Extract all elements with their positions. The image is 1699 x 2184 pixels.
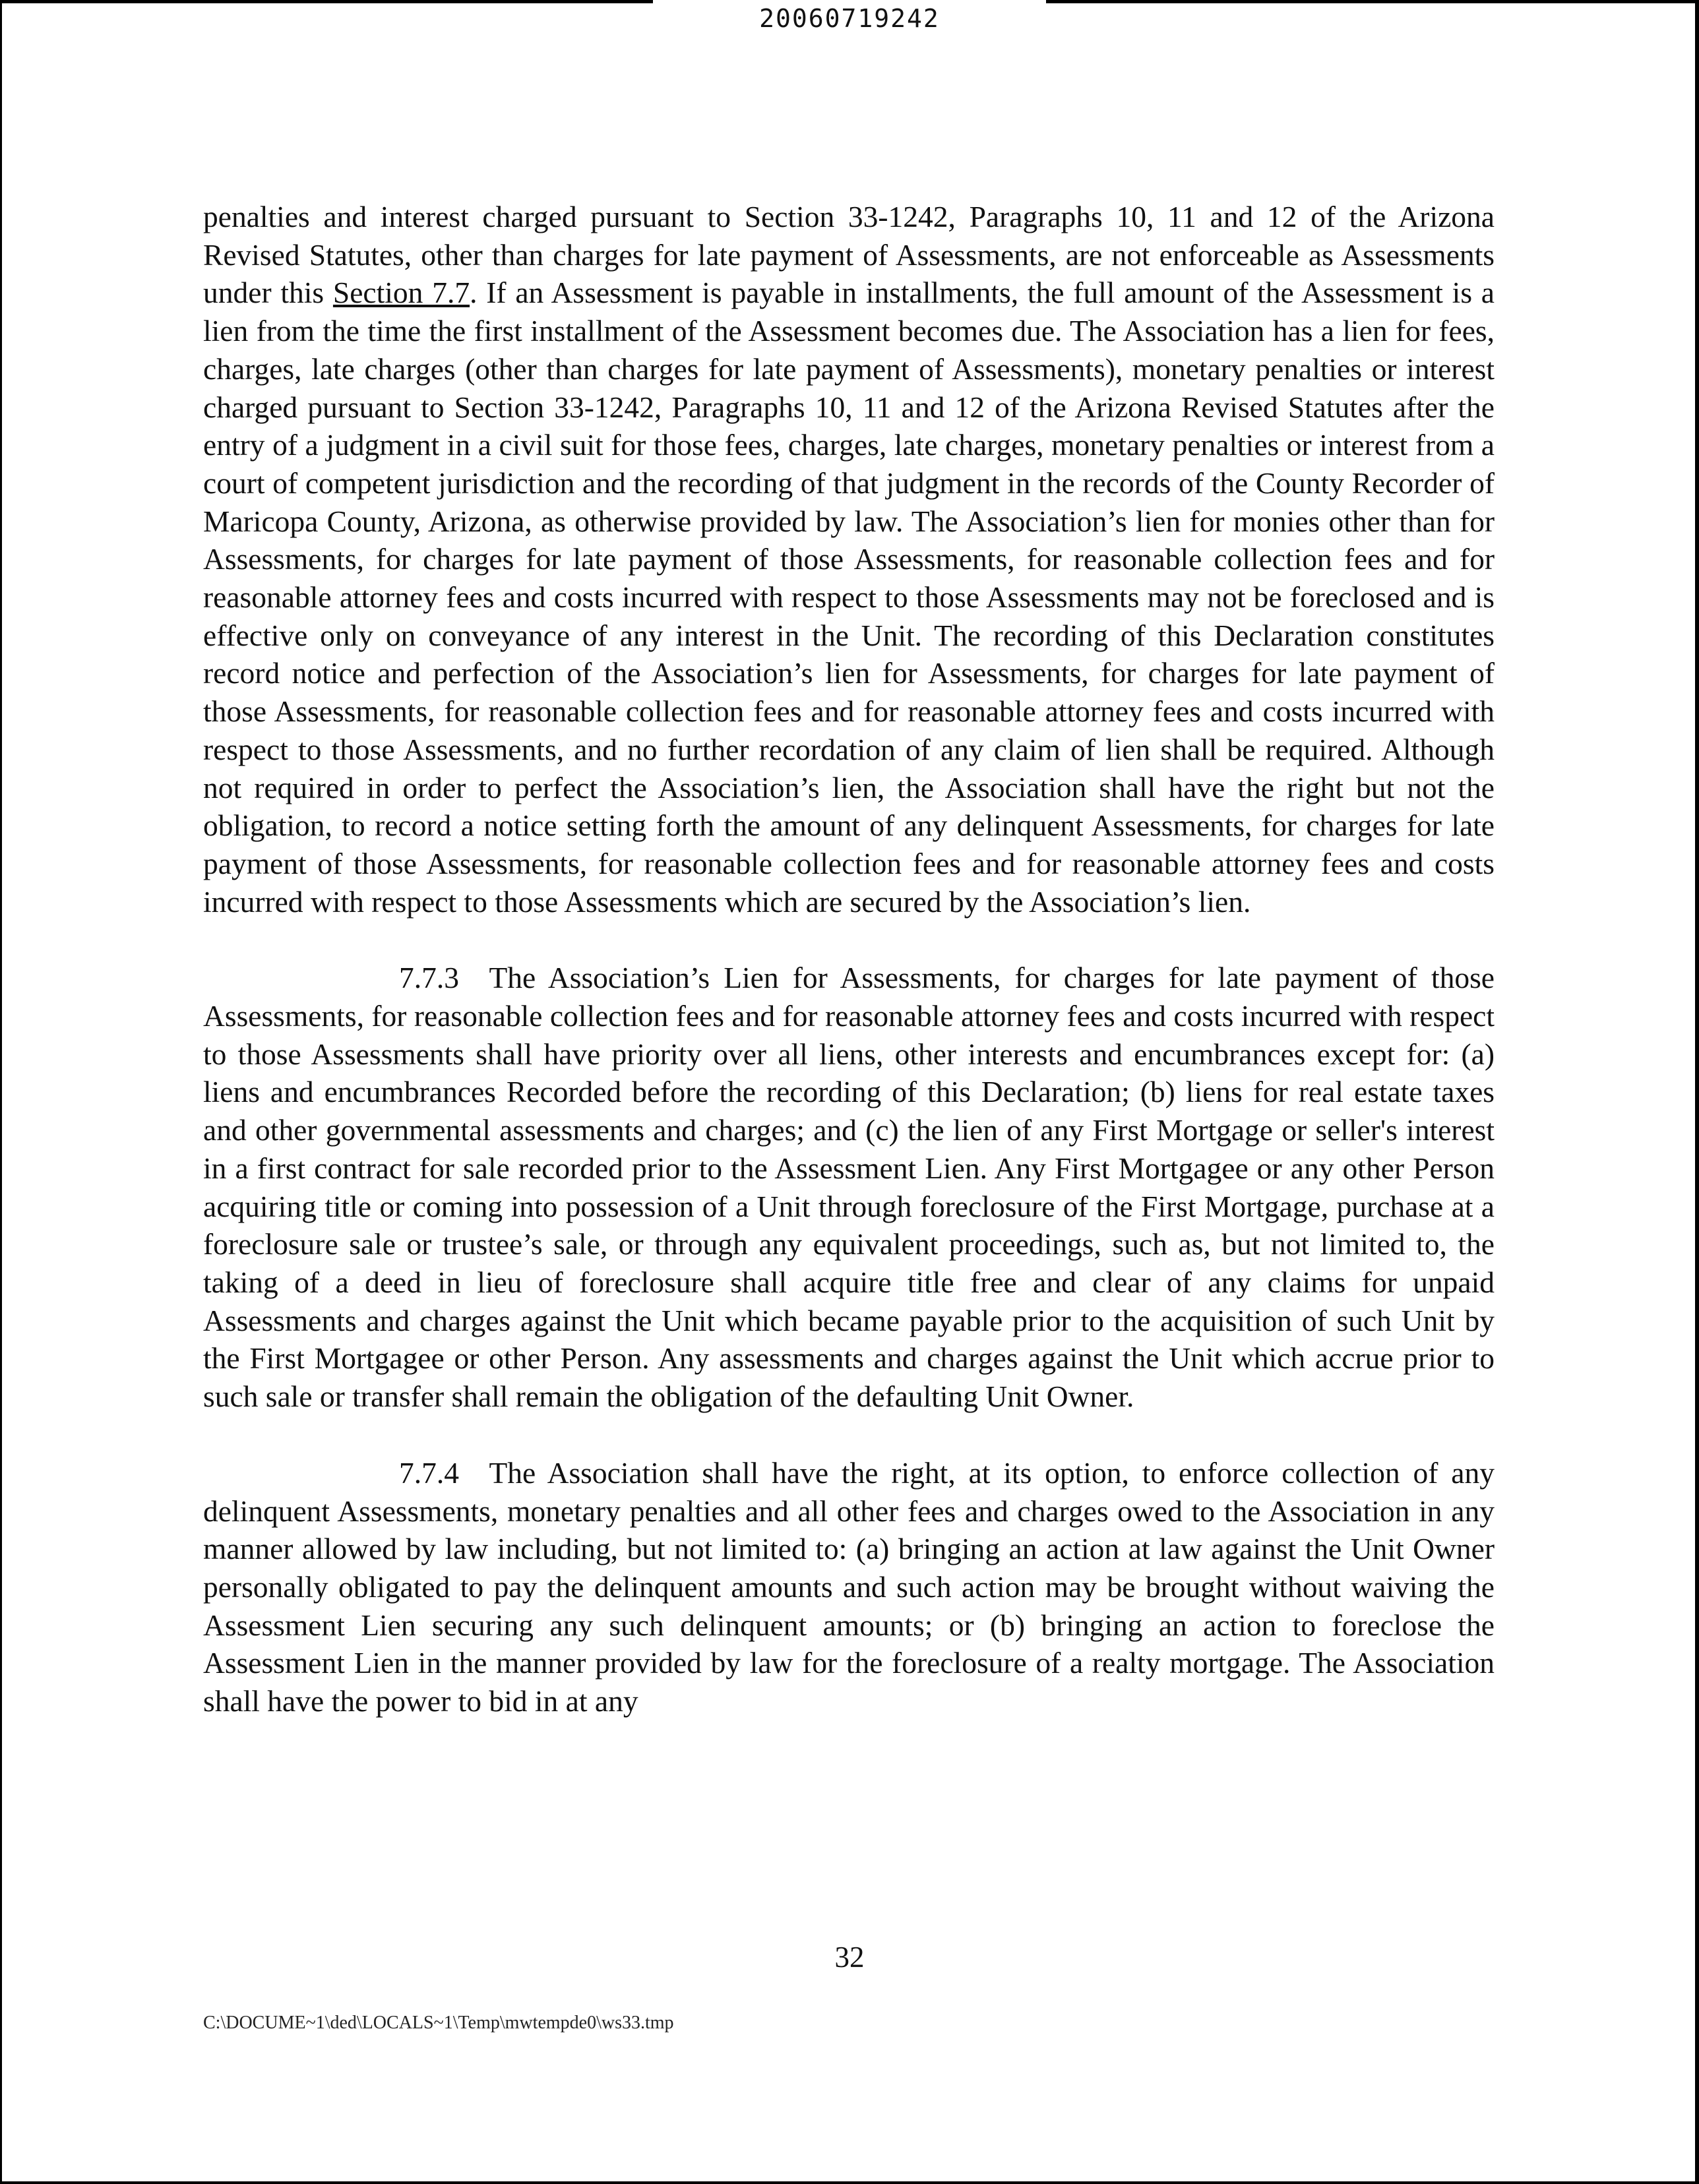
section-reference: Section 7.7: [332, 276, 470, 310]
page-number: 32: [834, 1941, 865, 1974]
section-number: 7.7.3: [399, 961, 459, 995]
bottom-scan-edge: [0, 2181, 1699, 2184]
paragraph-text: . If an Assessment is payable in installments, the full amount of the Assessment is a lien from the time the first installment of the Assessment becomes due. The Association has a lien for fees, charges, late charges (other than charges for late payment of Assessments), monetary penalties or interest charged pursuant to Section 33-1242, Paragraphs 10, 11 and 12 of the Arizona Revised Statutes after the entry of a judgment in a civil suit for those fees, charges, late charges, monetary penalties or interest from a court of competent jurisdiction and the recording of that judgment in the records of the County Recorder of Maricopa County, Arizona, as otherwise provided by law. The Association’s lien for monies other than for Assessments, for charges for late payment of those Assessments, for reasonable collection fees and for reasonable attorney fees and costs incurred with respect to those Assessments may not be foreclosed and is effective only on conveyance of any interest in the Unit. The recording of this Declaration constitutes record notice and perfection of the Association’s lien for Assessments, for charges for late payment of those Assessments, for reasonable collection fees and for reasonable attorney fees and costs incurred with respect to those Assessments, and no further recordation of any claim of lien shall be required. Although not required in order to perfect the Association’s lien, the Association shall have the right but not the obligation, to record a notice setting forth the amount of any delinquent Assessments, for charges for late payment of those Assessments, for reasonable collection fees and for reasonable attorney fees and costs incurred with respect to those Assessments which are secured by the Association’s lien.: [203, 276, 1495, 919]
top-right-rule: [1046, 0, 1699, 3]
paragraph-continuation: [203, 198, 1495, 921]
top-left-rule: [0, 0, 653, 3]
document-number: 20060719242: [759, 4, 940, 33]
paragraph-text: The Association shall have the right, at its option, to enforce collection of any delinquent Assessments, monetary penalties and all other fees and charges owed to the Association in any manner allowed by law including, but not limited to: (a) bringing an action at law against the Unit Owner personally obligated to pay the delinquent amounts and such action may be brought without waiving the Assessment Lien securing any such delinquent amounts; or (b) bringing an action to foreclose the Assessment Lien in the manner provided by law for the foreclosure of a realty mortgage. The Association shall have the power to bid in at any: [203, 1455, 1495, 1718]
section-number: 7.7.4: [399, 1455, 459, 1490]
paragraph-7-7-4: [203, 1454, 1495, 1720]
left-scan-edge: [0, 0, 2, 2184]
footer-file-path: C:\DOCUME~1\ded\LOCALS~1\Temp\mwtempde0\ws33.tmp: [203, 2013, 674, 2033]
paragraph-7-7-3: [203, 959, 1495, 1415]
body-text: [203, 198, 1495, 1759]
paragraph-text: penalties and interest charged pursuant to Section 33-1242, Paragraphs 10, 11 and 12 of the Arizona Revised Statutes, other than charges for late payment of Assessments, are not enforceable as Assessments under this: [203, 200, 1495, 310]
paragraph-text: The Association’s Lien for Assessments, for charges for late payment of those Assessments, for reasonable collection fees and for reasonable attorney fees and costs incurred with respect to those Assessments shall have priority over all liens, other interests and encumbrances except for: (a) liens and encumbrances Recorded before the recording of this Declaration; (b) liens for real estate taxes and other governmental assessments and charges; and (c) the lien of any First Mortgage or seller's interest in a first contract for sale recorded prior to the Assessment Lien. Any First Mortgagee or any other Person acquiring title or coming into possession of a Unit through foreclosure of the First Mortgage, purchase at a foreclosure sale or trustee’s sale, or through any equivalent proceedings, such as, but not limited to, the taking of a deed in lieu of foreclosure shall acquire title free and clear of any claims for unpaid Assessments and charges against the Unit which became payable prior to the acquisition of such Unit by the First Mortgagee or other Person. Any assessments and charges against the Unit which accrue prior to such sale or transfer shall remain the obligation of the defaulting Unit Owner.: [203, 961, 1495, 1414]
right-scan-edge: [1695, 0, 1699, 2184]
